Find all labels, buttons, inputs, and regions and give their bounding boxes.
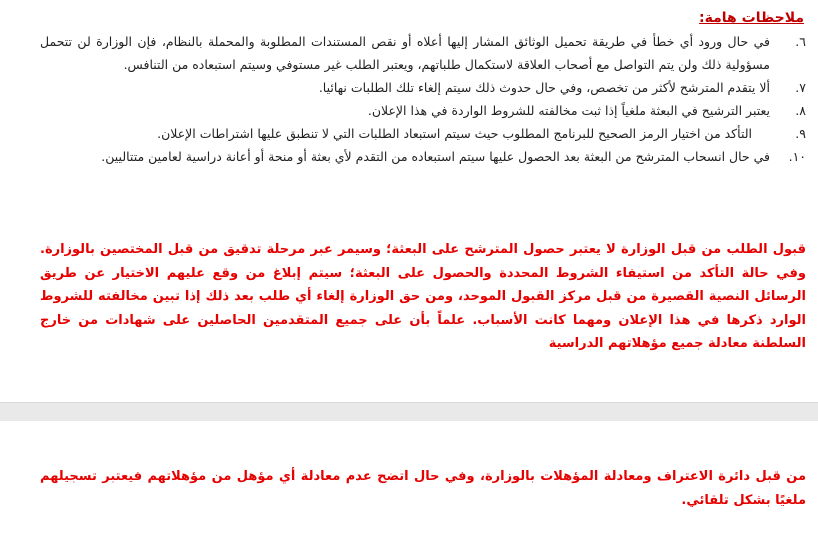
document-page-2 [0, 421, 818, 537]
note-number: ٩. [795, 126, 806, 141]
notes-list [40, 30, 806, 168]
note-number: ٦. [795, 34, 806, 49]
note-number: ١٠. [788, 149, 806, 164]
note-item-8 [40, 99, 806, 122]
note-item-7 [40, 76, 806, 99]
note-text: في حال ورود أي خطأ في طريقة تحميل الوثائق المشار إليها أعلاه أو نقص المستندات المطلوبة والمحملة بالنظام، فإن الوزارة لن تتحمل مسؤولية ذلك ولن يتم التواصل مع أصحاب العلاقة لاستكمال طلباتهم، ويعتبر الطلب غير مستوفي وسيتم استبعاده من التنافس. [40, 34, 770, 72]
warning-paragraph: قبول الطلب من قبل الوزارة لا يعتبر حصول المترشح على البعثة؛ وسيمر عبر مرحلة تدقيق من قبل المختصين بالوزارة. وفي حالة التأكد من استيفاء الشروط المحددة والحصول على البعثة؛ سيتم إبلاغ من وقع عليهم الاختيار عن طريق الرسائل النصية القصيرة من قبل مركز القبول الموحد، ومن حق الوزارة إلغاء أي طلب بعد ذلك إذا تبين مخالفته للشروط الوارد ذكرها في هذا الإعلان ومهما كانت الأسباب. علماً بأن على جميع المتقدمين الحاصلين على شهادات من خارج السلطنة معادلة جميع مؤهلاتهم الدراسية [40, 242, 806, 351]
note-item-6 [40, 30, 806, 76]
note-text: في حال انسحاب المترشح من البعثة بعد الحصول عليها سيتم استبعاده من التقدم لأي بعثة أو منحة أو أعانة دراسية لعامين متتاليين. [101, 149, 770, 164]
note-number: ٧. [795, 80, 806, 95]
note-number: ٨. [795, 103, 806, 118]
warning-paragraph-continued: من قبل دائرة الاعتراف ومعادلة المؤهلات بالوزارة، وفي حال اتضح عدم معادلة أي مؤهل من مؤهلاتهم فيعتبر تسجيلهم ملغيًا بشكل تلقائي. [40, 469, 806, 508]
note-item-10 [40, 145, 806, 168]
page-separator [0, 403, 818, 421]
note-text: يعتبر الترشيح في البعثة ملغياً إذا ثبت مخالفته للشروط الواردة في هذا الإعلان. [367, 103, 770, 118]
note-text: التأكد من اختيار الرمز الصحيح للبرنامج المطلوب حيث سيتم استبعاد الطلبات التي لا تنطبق عليها اشتراطات الإعلان. [157, 126, 752, 141]
notes-heading: ملاحظات هامة: [699, 10, 804, 26]
note-text: ألا يتقدم المترشح لأكثر من تخصص، وفي حال حدوث ذلك سيتم إلغاء تلك الطلبات نهائيا. [318, 80, 770, 95]
note-item-9 [40, 122, 806, 145]
